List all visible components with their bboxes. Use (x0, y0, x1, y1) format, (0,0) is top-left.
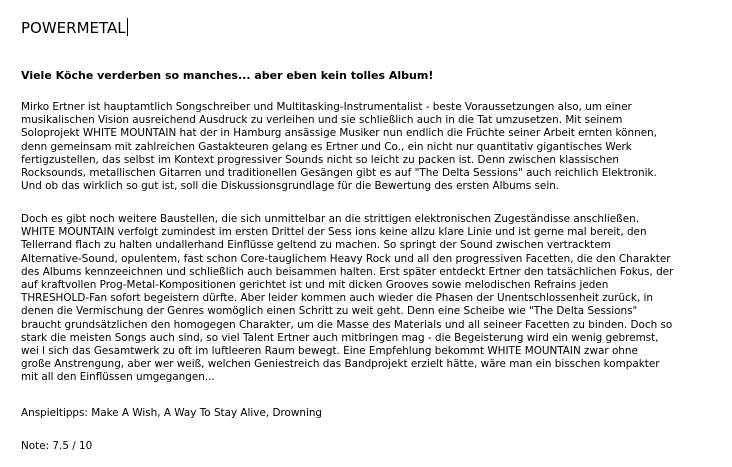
page-title-text: POWERMETAL (21, 19, 126, 37)
paragraph-line: Rocksounds, metallischen Gitarren und traditionellen Gesängen gibt es auf "The Delta Sessions" auch reichlich Elektronik. (21, 167, 657, 180)
paragraph-line: THRESHOLD-Fan sofort begeistern dürfte. Aber leider kommen auch wieder die Phasen der Unentschlossenheit zurück, in (21, 292, 653, 305)
paragraph-line: denen die Vermischung der Genres womöglich einen Schritt zu weit geht. Denn eine Scheibe wie "The Delta Sessions" (21, 305, 638, 318)
page-title[interactable] (21, 18, 128, 37)
paragraph-line: Mirko Ertner ist hauptamtlich Songschreiber und Multitasking-Instrumentalist - beste Voraussetzungen also, um einer (21, 101, 632, 113)
article-paragraph-2 (21, 213, 725, 385)
article-paragraph-1 (21, 101, 725, 193)
paragraph-line: große Anstrengung, aber wer weiß, welchen Geniestreich das Bandprojekt erzielt hätte, wäre man ein bisschen kompakter (21, 358, 660, 371)
paragraph-line: Tellerrand flach zu halten undallerhand Einflüsse geltend zu machen. So springt der Sound zwischen vertracktem (21, 239, 611, 252)
paragraph-line: Doch es gibt noch weitere Baustellen, die sich unmittelbar an die strittigen elektronischen Zugeständisse anschließen. (21, 213, 640, 225)
paragraph-line: braucht grundsätzlichen den homogegen Charakter, um die Masse des Materials und all seineer Facetten zu binden. Doch so (21, 318, 673, 331)
paragraph-line: denn gemeinsam mit zahlreichen Gastakteuren gelang es Ertner und Co., ein nicht nur quantitativ gigantisches Werk (21, 140, 632, 153)
paragraph-line: Alternative-Sound, opulentem, fast schon Core-tauglichem Heavy Rock und all den progressiven Facetten, die den Charakter (21, 252, 671, 265)
rating-score: Note: 7.5 / 10 (21, 440, 93, 452)
paragraph-line: des Albums kennzeeichnen und schließlich auch beisammen halten. Erst später entdeckt Ertner den tatsächlichen Fokus, der (21, 265, 674, 278)
paragraph-line: WHITE MOUNTAIN verfolgt zumindest im ersten Drittel der Sess ions keine allzu klare Linie und ist gerne mal bereit, den (21, 226, 647, 239)
text-cursor (127, 18, 128, 36)
paragraph-line: Soloprojekt WHITE MOUNTAIN hat der in Hamburg ansässige Musiker nun endlich die Früchte seiner Arbeit ernten können, (21, 127, 657, 140)
paragraph-line: musikalischen Vision ausreichend Ausdruck zu verleihen und sie schließlich auch in die Tat umzusetzen. Mit seinem (21, 114, 623, 127)
paragraph-line: Und ob das wirklich so gut ist, soll die Diskussionsgrundlage für die Bewertung des ersten Albums sein. (21, 180, 560, 193)
paragraph-line: stark die meisten Songs auch sind, so viel Talent Ertner auch mitbringen mag - die Begeisterung wird ein wenig gebremst, (21, 331, 659, 344)
paragraph-line: mit all den Einflüssen umgegangen... (21, 371, 215, 384)
paragraph-line: fertigzustellen, das selbst im Kontext progressiver Sounds nicht so leicht zu packen ist. Denn zwischen klassischen (21, 153, 619, 166)
article-headline: Viele Köche verderben so manches... aber eben kein tolles Album! (21, 69, 434, 82)
recommended-tracks: Anspieltipps: Make A Wish, A Way To Stay Alive, Drowning (21, 407, 323, 419)
paragraph-line: auf kraftvollen Prog-Metal-Kompositionen gerichtet ist und mit dicken Grooves sowie melodischen Refrains jeden (21, 279, 609, 292)
paragraph-line: wei l sich das Gesamtwerk zu oft im luftleeren Raum bewegt. Eine Empfehlung bekommt WHITE MOUNTAIN zwar ohne (21, 345, 638, 358)
